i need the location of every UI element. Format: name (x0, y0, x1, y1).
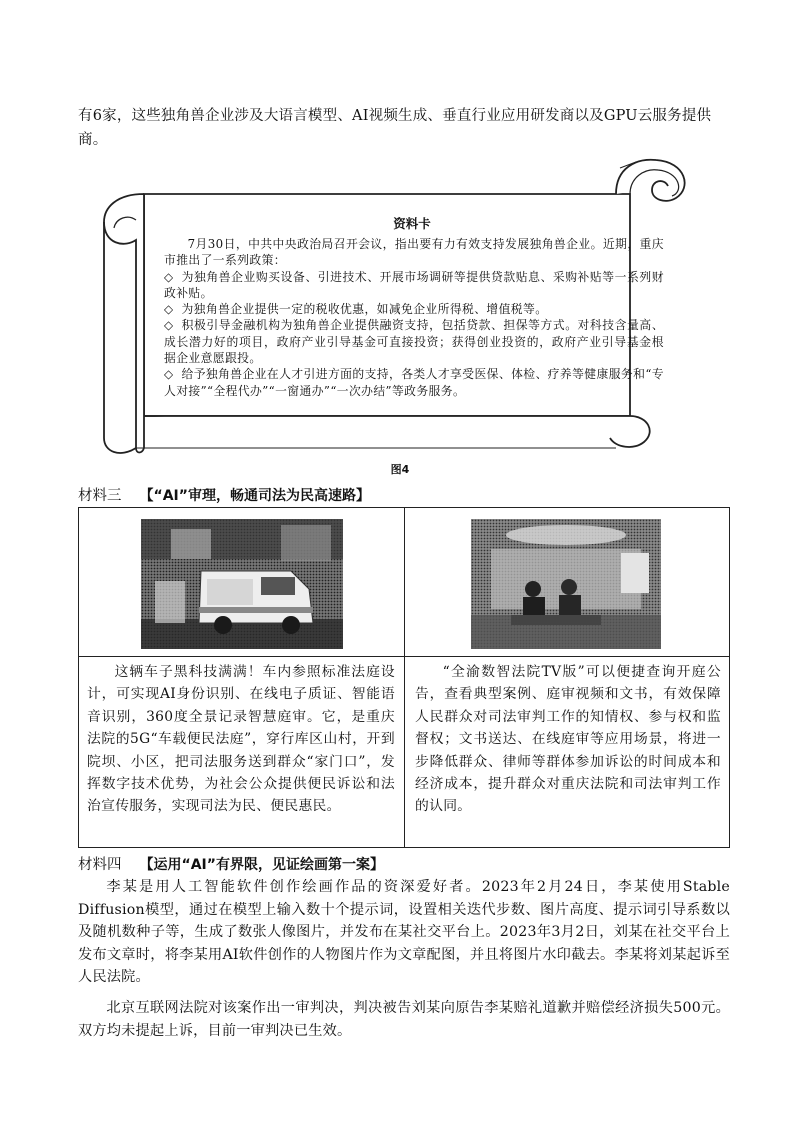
mobile-court-vehicle-photo (141, 519, 343, 649)
table-divider-vertical (404, 508, 405, 847)
info-card-bullet: ◇ 为独角兽企业提供一定的税收优惠，如减免企业所得税、增值税等。 (164, 302, 548, 317)
material3-title: 【“AI”审理，畅通司法为民高速路】 (139, 488, 370, 504)
material3-table (78, 507, 730, 848)
diamond-bullet-icon: ◇ (164, 269, 174, 284)
info-card-bullet: ◇ 给予独角兽企业在人才引进方面的支持，各类人才享受医保、体检、疗养等健康服务和“专人对接”“全程代办”“一窗通办”“一次办结”等政务服务。 (164, 367, 664, 398)
table-divider-horizontal (79, 656, 729, 657)
info-card-bullet: ◇ 为独角兽企业购买设备、引进技术、开展市场调研等提供贷款贴息、采购补贴等一系列财政补贴。 (164, 269, 664, 300)
material3-label: 材料三 (78, 488, 122, 504)
diamond-bullet-icon: ◇ (164, 318, 174, 333)
material3-right-text: “全渝数智法院TV版”可以便捷查询开庭公告，查看典型案例、庭审视频和文书，有效保障人民群众对司法审判工作的知情权、参与权和监督权；文书送达、在线庭审等应用场景，将进一步降低群众、律师等群体参加诉讼的时间成本和经济成本，提升群众对重庆法院和司法审判工作的认同。 (415, 664, 721, 815)
diamond-bullet-icon: ◇ (164, 367, 174, 382)
info-card-body (164, 236, 664, 399)
material4-label: 材料四 (78, 857, 122, 873)
tv-court-scene-photo (471, 519, 661, 649)
material4-title: 【运用“AI”有界限，见证绘画第一案】 (139, 857, 384, 873)
material4-paragraph-1: 李某是用人工智能软件创作绘画作品的资深爱好者。2023年2月24日，李某使用Stable Diffusion模型，通过在模型上输入数十个提示词，设置相关迭代步数、图片高度、提示词引导系数以及随机数种子等，生成了数张人像图片，并发布在某社交平台上。2023年3月2日，刘某在社交平台上发布文章时，将李某用AI软件创作的人物图片作为文章配图，并且将图片水印截去。李某将刘某起诉至人民法院。 (78, 879, 730, 985)
figure-caption: 图4 (390, 463, 410, 476)
intro-paragraph: 有6家，这些独角兽企业涉及大语言模型、AI视频生成、垂直行业应用研发商以及GPU云服务提供商。 (78, 108, 712, 148)
material3-left-text: 这辆车子黑科技满满！车内参照标准法庭设计，可实现AI身份识别、在线电子质证、智能语音识别，360度全景记录智慧庭审。它，是重庆法院的5G“车载便民法庭”，穿行库区山村，开到院坝、小区，把司法服务送到群众“家门口”，发挥数字技术优势，为社会公众提供便民诉讼和法治宣传服务，实现司法为民、便民惠民。 (87, 664, 395, 815)
material4-paragraph-2: 北京互联网法院对该案作出一审判决，判决被告刘某向原告李某赔礼道歉并赔偿经济损失500元。双方均未提起上诉，目前一审判决已生效。 (78, 1000, 730, 1039)
info-card-title: 资料卡 (393, 216, 431, 231)
info-card-lead: 7月30日，中共中央政治局召开会议，指出要有力有效支持发展独角兽企业。近期，重庆市推出了一系列政策： (164, 237, 664, 268)
material4-heading (78, 853, 384, 874)
diamond-bullet-icon: ◇ (164, 302, 174, 317)
info-card-bullet: ◇ 积极引导金融机构为独角兽企业提供融资支持，包括贷款、担保等方式。对科技含量高、成长潜力好的项目，政府产业引导基金可直接投资；获得创业投资的，政府产业引导基金根据企业意愿跟投。 (164, 318, 664, 366)
material3-heading (78, 484, 370, 505)
